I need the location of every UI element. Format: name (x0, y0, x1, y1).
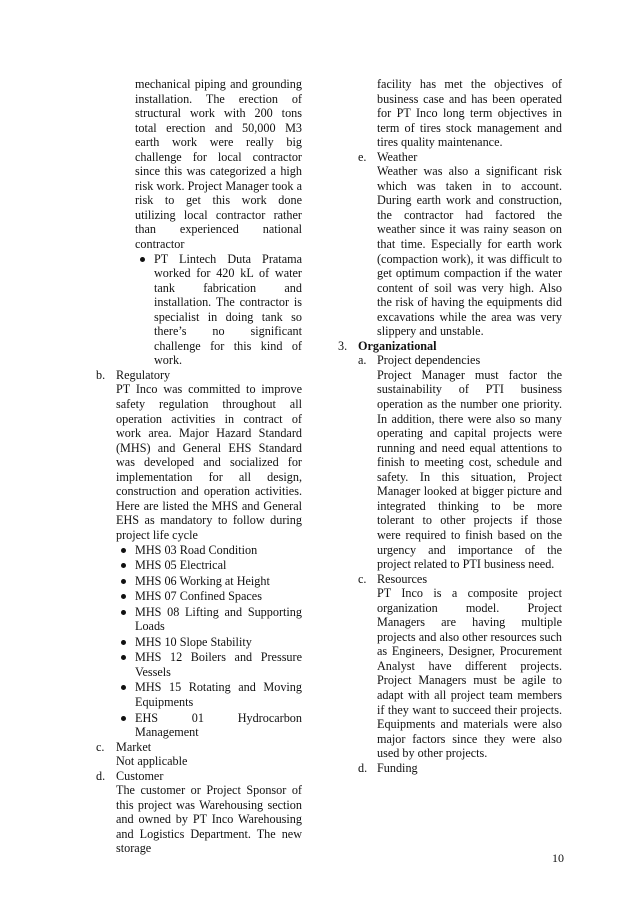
bullet-icon (116, 711, 135, 740)
section-marker: c. (358, 571, 367, 586)
section-title: Regulatory (116, 367, 171, 382)
right-column (338, 77, 562, 775)
bullet-icon (116, 680, 135, 709)
list-item: EHS 01 Hydrocarbon Management (116, 711, 302, 740)
bullet-icon (116, 650, 135, 679)
bullet-icon (116, 589, 135, 604)
section-marker: d. (358, 760, 368, 775)
section-marker: e. (358, 149, 367, 164)
section-title: Resources (377, 571, 428, 586)
list-item: MHS 12 Boilers and Pressure Vessels (116, 650, 302, 679)
customer-continuation: facility has met the objectives of business case and has been operated for PT Inco long term objectives in term of tires stock management and tires quality maintenance. (377, 77, 562, 150)
bullet-lintech (135, 252, 302, 368)
section-resources (338, 572, 562, 587)
list-item: MHS 10 Slope Stability (116, 635, 302, 650)
contractor-continuation-text: mechanical piping and grounding installation. The erection of structural work with 200 tons total erection and 50,000 M3 earth work were really big challenge for local contractor since this was categorized a high risk work. Project Manager took a risk to get this work done utilizing local contractor rather than experienced national contractor (135, 77, 302, 252)
page-number: 10 (552, 851, 564, 865)
bullet-icon (116, 543, 135, 558)
bullet-icon (116, 574, 135, 589)
customer-body: The customer or Project Sponsor of this project was Warehousing section and owned by PT Inco Warehousing and Logistics Department. The new storage (116, 783, 302, 856)
section-title: Market (116, 739, 152, 754)
regulatory-content (96, 382, 302, 739)
section-title: Funding (377, 760, 418, 775)
list-item: MHS 08 Lifting and Supporting Loads (116, 605, 302, 634)
bullet-lintech-text: PT Lintech Duta Pratama worked for 420 kL of water tank fabrication and installation. The contractor is specialist in doing tank so there’s no significant challenge for this kind of work. (154, 251, 302, 368)
section-title: Customer (116, 768, 164, 783)
list-item: MHS 07 Confined Spaces (116, 589, 302, 604)
market-body: Not applicable (116, 754, 188, 769)
section-customer (96, 769, 302, 784)
list-item: MHS 03 Road Condition (116, 543, 302, 558)
list-item: MHS 15 Rotating and Moving Equipments (116, 680, 302, 709)
list-item: MHS 06 Working at Height (116, 574, 302, 589)
section-marker: d. (96, 768, 106, 783)
section-funding (338, 761, 562, 776)
bullet-icon (116, 635, 135, 650)
section-title: Project dependencies (377, 353, 481, 368)
section-market (96, 740, 302, 755)
section-project-dependencies (338, 353, 562, 368)
bullet-icon (116, 558, 135, 573)
bullet-icon (116, 605, 135, 634)
section-weather (338, 150, 562, 165)
resources-body: PT Inco is a composite project organization model. Project Managers are having multiple projects and also other resources such as Engineers, Designer, Procurement Analyst have different projects. Project Managers must be agile to adapt with all project team members if they want to succeed their projects. Equipments and materials were also major factors since they were also used by other projects. (377, 586, 562, 761)
section-organizational (338, 339, 562, 354)
dependencies-body: Project Manager must factor the sustainability of PTI business operation as the number one priority. In addition, there were also so many operating and capital projects were running and need equal attentions to finish to meeting cost, schedule and safety. In this situation, Project Manager looked at bigger picture and integrated thinking to be more tolerant to other projects if those were required to finish based on the urgency and importance of the project related to PTI business need. (377, 367, 562, 572)
contractor-continuation (96, 77, 302, 368)
list-item: MHS 05 Electrical (116, 558, 302, 573)
section-marker: a. (358, 353, 367, 368)
bullet-icon (135, 252, 154, 368)
left-column (96, 77, 302, 856)
regulatory-body: PT Inco was committed to improve safety regulation throughout all operation activities in contract of work area. Major Hazard Standard (MHS) and General EHS Standard was developed and socialized for implementation for all design, construction and operation activities. Here are listed the MHS and General EHS as mandatory to follow during project life cycle (116, 382, 302, 542)
section-marker: b. (96, 367, 106, 382)
section-title: Weather (377, 149, 418, 164)
section-number: 3. (338, 338, 348, 353)
section-marker: c. (96, 739, 105, 754)
weather-body: Weather was also a significant risk which was taken in to account. During earth work and construction, the contractor had factored the weather since it was rainy season on that time. Especially for earth work (compaction work), it was difficult to get optimum compaction if the water content of soil was very high. Also the risk of having the equipments did excavations while the area was very slippery and unstable. (377, 164, 562, 339)
section-heading: Organizational (358, 338, 437, 353)
section-regulatory (96, 368, 302, 383)
